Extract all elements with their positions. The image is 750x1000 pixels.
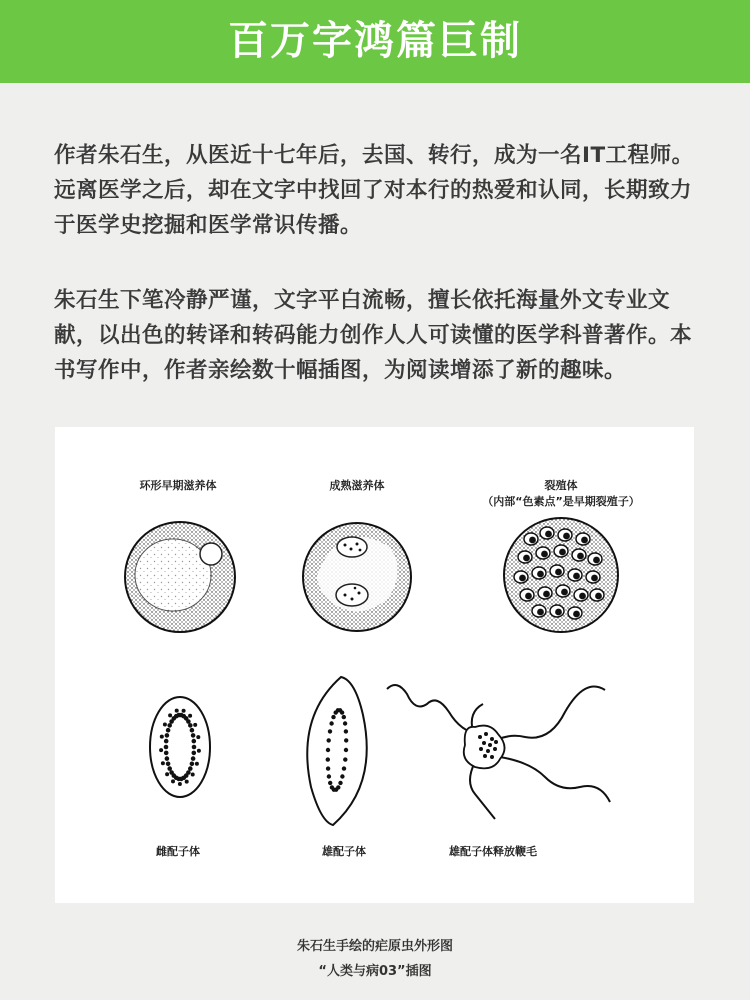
plasmodium-illustration bbox=[55, 427, 694, 903]
label-schizont-note: （内部“色素点”是早期裂殖子） bbox=[482, 495, 640, 508]
intro-paragraph-2: 朱石生下笔冷静严谨，文字平白流畅，擅长依托海量外文专业文献，以出色的转译和转码能力创作人人可读懂的医学科普著作。本书写作中，作者亲绘数十幅插图，为阅读增添了新的趣味。 bbox=[54, 288, 693, 383]
label-exflagellation: 雄配子体释放鞭毛 bbox=[449, 845, 537, 858]
header-banner bbox=[0, 0, 750, 83]
label-mature-trophozoite: 成熟滋养体 bbox=[329, 479, 385, 492]
label-schizont: 裂殖体 bbox=[544, 479, 578, 492]
label-male-gametocyte: 雄配子体 bbox=[322, 845, 366, 858]
mature-trophozoite-cell bbox=[303, 523, 411, 631]
label-ring-trophozoite: 环形早期滋养体 bbox=[139, 479, 217, 492]
schizont-cell bbox=[504, 518, 618, 632]
ring-trophozoite-cell bbox=[125, 522, 235, 632]
caption-line-1: 朱石生手绘的疟原虫外形图 bbox=[296, 939, 453, 954]
intro-paragraph-1: 作者朱石生，从医近十七年后，去国、转行，成为一名IT工程师。远离医学之后，却在文字中找回了对本行的热爱和认同，长期致力于医学史挖掘和医学常识传播。 bbox=[54, 143, 694, 238]
female-gametocyte bbox=[150, 697, 210, 797]
caption-line-2: “人类与病03”插图 bbox=[318, 964, 432, 979]
exflagellation bbox=[387, 685, 610, 819]
label-female-gametocyte: 雌配子体 bbox=[156, 845, 200, 858]
banner-title: 百万字鸿篇巨制 bbox=[228, 18, 522, 64]
male-gametocyte bbox=[307, 677, 367, 825]
